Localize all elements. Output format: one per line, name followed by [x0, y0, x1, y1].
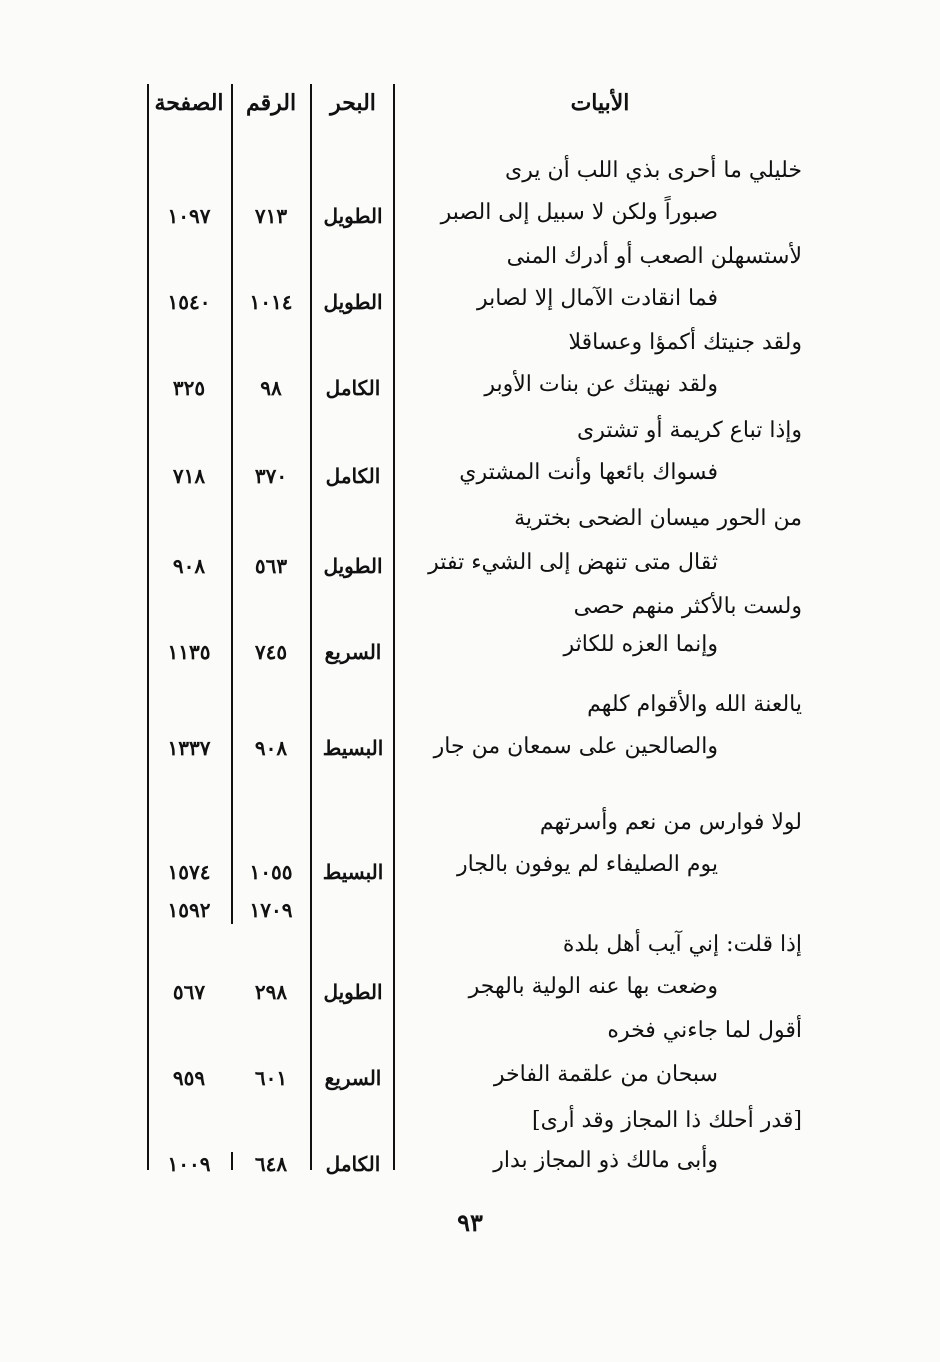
- verse-line: لأستسهلن الصعب أو أدرك المنى: [506, 244, 802, 269]
- page-cell: ١١٣٥: [167, 640, 211, 664]
- verse-line: وإنما العزه للكاثر: [563, 632, 718, 657]
- meter-cell: الطويل: [323, 204, 383, 228]
- verse-line: سبحان من علقمة الفاخر: [493, 1062, 718, 1087]
- page-cell: ٩٥٩: [172, 1066, 206, 1090]
- meter-cell: الكامل: [325, 376, 381, 400]
- meter-cell: الطويل: [323, 554, 383, 578]
- verse-line: ولست بالأكثر منهم حصى: [573, 594, 802, 619]
- verse-line: لولا فوارس من نعم وأسرتهم: [539, 810, 802, 835]
- header-verses: الأبيات: [570, 90, 630, 116]
- verse-line: إذا قلت: إني آيب أهل بلدة: [562, 932, 802, 957]
- meter-cell: البسيط: [322, 736, 384, 760]
- header-meter: البحر: [330, 90, 376, 116]
- page-number: ٩٣: [457, 1208, 483, 1237]
- number-cell: ١٠٥٥: [249, 860, 293, 884]
- number-cell: ٣٧٠: [254, 464, 288, 488]
- page-cell: ١٥٤٠: [167, 290, 211, 314]
- verse-line: فما انقادت الآمال إلا لصابر: [476, 286, 718, 311]
- page-cell: ١٥٩٢: [167, 898, 211, 922]
- verse-line: والصالحين على سمعان من جار: [433, 734, 718, 759]
- number-cell: ١٠١٤: [249, 290, 293, 314]
- verse-line: يالعنة الله والأقوام كلهم: [587, 692, 802, 717]
- column-divider: [147, 84, 149, 1170]
- verse-line: فسواك بائعها وأنت المشتري: [459, 460, 718, 485]
- meter-cell: السريع: [324, 1066, 382, 1090]
- number-cell: ٩٠٨: [254, 736, 288, 760]
- page-cell: ١٠٩٧: [167, 204, 211, 228]
- meter-cell: البسيط: [322, 860, 384, 884]
- verse-line: من الحور ميسان الضحى بخترية: [514, 506, 802, 531]
- page-cell: ٥٦٧: [172, 980, 206, 1004]
- number-cell: ٧٤٥: [254, 640, 288, 664]
- column-divider: [393, 84, 395, 1170]
- page-cell: ٧١٨: [172, 464, 206, 488]
- verse-line: ثقال متى تنهض إلى الشيء تفتر: [428, 550, 718, 575]
- number-cell: ٦٤٨: [254, 1152, 288, 1176]
- verse-line: صبوراً ولكن لا سبيل إلى الصبر: [440, 200, 718, 225]
- meter-cell: السريع: [324, 640, 382, 664]
- verse-line: وإذا تباع كريمة أو تشترى: [577, 418, 802, 443]
- number-cell: ٩٨: [260, 376, 282, 400]
- meter-cell: الطويل: [323, 290, 383, 314]
- meter-cell: الكامل: [325, 1152, 381, 1176]
- verse-line: ولقد نهيتك عن بنات الأوبر: [484, 372, 718, 397]
- page-cell: ١٣٣٧: [167, 736, 211, 760]
- number-cell: ٢٩٨: [254, 980, 288, 1004]
- number-cell: ٧١٣: [254, 204, 288, 228]
- meter-cell: الطويل: [323, 980, 383, 1004]
- verse-line: يوم الصليفاء لم يوفون بالجار: [456, 852, 718, 877]
- page-cell: ١٠٠٩: [167, 1152, 211, 1176]
- header-number: الرقم: [245, 90, 297, 116]
- verse-line: وضعت بها عنه الولية بالهجر: [468, 974, 718, 999]
- header-page: الصفحة: [154, 90, 224, 116]
- number-cell: ٥٦٣: [254, 554, 288, 578]
- verse-line: خليلي ما أحرى بذي اللب أن يرى: [505, 158, 802, 183]
- verse-line: [قدر أحلك ذا المجاز وقد أرى]: [532, 1108, 802, 1133]
- verse-line: أقول لما جاءني فخره: [607, 1018, 802, 1043]
- page-cell: ١٥٧٤: [167, 860, 211, 884]
- page-cell: ٣٢٥: [172, 376, 206, 400]
- number-cell: ٦٠١: [254, 1066, 288, 1090]
- verse-line: ولقد جنيتك أكمؤا وعساقلا: [568, 330, 802, 355]
- page-cell: ٩٠٨: [172, 554, 206, 578]
- column-divider: [310, 84, 312, 1170]
- verse-line: وأبى مالك ذو المجاز بدار: [493, 1148, 718, 1173]
- meter-cell: الكامل: [325, 464, 381, 488]
- number-cell: ١٧٠٩: [249, 898, 293, 922]
